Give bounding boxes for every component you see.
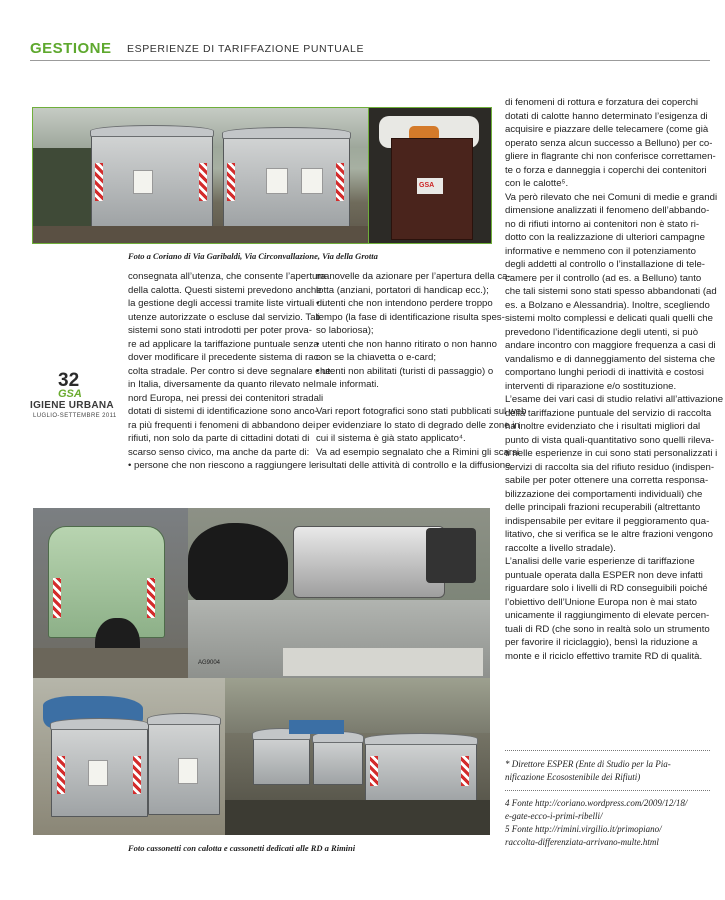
body-text-line: con se la chiavetta o e-card; bbox=[316, 352, 436, 363]
body-text-line: l’obiettivo dell’Unione Europa non è mai stato bbox=[505, 596, 697, 608]
author-footnote bbox=[505, 758, 717, 784]
body-text-line: bilizzazione dei comportamenti individuali) che bbox=[505, 488, 703, 500]
footnote-line: raccolta-differenziata-arrivano-multe.html bbox=[505, 837, 659, 847]
body-text-line: • utenti che non intendono perdere troppo bbox=[316, 298, 493, 309]
body-text-line: di fenomeni di rottura e forzatura dei coperchi bbox=[505, 97, 699, 108]
body-text-line: in Italia, diversamente da quanto rilevato nel bbox=[128, 379, 316, 390]
body-text-line: camere per il controllo (ad es. a Belluno) tanto bbox=[505, 272, 702, 284]
body-text-line: comportano lunghi periodi di inattività e costosi bbox=[505, 367, 704, 378]
photo-caption-bottom: Foto cassonetti con calotta e cassonetti dedicati alle RD a Rimini bbox=[128, 843, 356, 853]
magazine-name: IGIENE URBANA bbox=[30, 400, 114, 411]
body-text-line: riguardare solo i livelli di RD conseguibili poiché bbox=[505, 583, 708, 594]
body-text-line: colta stradale. Per contro si deve segnalare che bbox=[128, 365, 331, 377]
body-text-line: monte e il riciclo effettivo tramite RD di qualità. bbox=[505, 650, 703, 662]
body-text-line: dotto con la realizzazione di ulteriori campagne bbox=[505, 232, 705, 243]
footnote-line: 5 Fonte http://rimini.virgilio.it/primopiano/ bbox=[505, 824, 662, 834]
body-text-line: la gestione degli accessi tramite liste virtuali di bbox=[128, 298, 325, 309]
body-text-line: raccolte a livello stradale). bbox=[505, 542, 616, 554]
body-text-line: L’analisi delle varie esperienze di tariffazione bbox=[505, 556, 695, 567]
body-text-line: dimensione analizzati il fenomeno dell’abbando- bbox=[505, 205, 710, 216]
header-rule bbox=[30, 60, 710, 61]
body-text-line: per evidenziare lo stato di degrado delle zone in bbox=[316, 419, 520, 431]
body-text-line: interventi di riparazione e/o sostituzione. bbox=[505, 380, 677, 392]
body-text-line: te o forza e danneggia i coperchi dei contenitori bbox=[505, 164, 707, 176]
bin-sticker: AG9004 bbox=[198, 660, 221, 666]
body-text-line: ra più frequenti i fenomeni di abbandono dei bbox=[128, 419, 316, 431]
photo-green-bin bbox=[33, 508, 188, 678]
body-text-line: manovelle da azionare per l’apertura della ca- bbox=[316, 271, 511, 282]
body-text-line: sistemi molto complessi e delicati quali quelli che bbox=[505, 313, 713, 324]
body-text-line: per favorire il riciclaggio), bensì la riduzione a bbox=[505, 637, 698, 648]
body-text-line: male informati. bbox=[316, 379, 379, 390]
footnote-divider-top bbox=[505, 750, 710, 751]
footnote-line: e-gate-ecco-i-primi-ribelli/ bbox=[505, 811, 603, 821]
body-text-line: consegnata all’utenza, che consente l’apertura bbox=[128, 271, 326, 282]
body-text-line: lotta (anziani, portatori di handicap ecc.); bbox=[316, 284, 489, 296]
source-footnotes bbox=[505, 797, 717, 849]
body-text-line: tempo (la fase di identificazione risulta spes- bbox=[316, 311, 505, 323]
body-text-line: delle principali frazioni recuperabili (altrettanto bbox=[505, 502, 701, 513]
section-subtitle: ESPERIENZE DI TARIFFAZIONE PUNTUALE bbox=[127, 43, 365, 55]
body-text-line: no di rifiuti intorno ai contenitori non è stato ri- bbox=[505, 218, 700, 230]
body-text-line: litativo, che si verifica se le altre frazioni vengono bbox=[505, 529, 713, 540]
gsa-logo: GSA bbox=[58, 388, 82, 400]
body-text-line: vandalismo e di danneggiamento del sistema che bbox=[505, 353, 716, 365]
footnote-divider bbox=[505, 790, 710, 791]
body-text-line: punto di vista quali-quantitativo sono quelli rileva- bbox=[505, 434, 715, 446]
body-text-line: che tali sistemi sono stati spesso abbandonati (ad bbox=[505, 286, 717, 297]
body-text-line: Va però rilevato che nei Comuni di medie e grandi bbox=[505, 191, 718, 203]
body-text-line: ha inoltre evidenziato che i risultati migliori dal bbox=[505, 421, 701, 432]
footnote-line: * Direttore ESPER (Ente di Studio per la Pia- bbox=[505, 759, 671, 769]
body-text-line: • utenti che non hanno ritirato o non hanno bbox=[316, 338, 497, 350]
body-text-line: acquisire e piazzare delle telecamere (come già bbox=[505, 124, 709, 135]
body-text-line: dotati di sistemi di identificazione sono anco- bbox=[128, 406, 318, 417]
body-text-line: es. a Bolzano e Alessandria). Inoltre, scegliendo bbox=[505, 299, 710, 311]
body-text-line: • persone che non riescono a raggiungere le bbox=[128, 460, 317, 471]
body-text-line: cui il sistema è già stato applicato⁴. bbox=[316, 433, 466, 444]
issue-date: LUGLIO-SETTEMBRE 2011 bbox=[33, 413, 117, 419]
column-3 bbox=[505, 96, 724, 663]
body-text-line: dotati di calotte hanno determinato l’esigenza di bbox=[505, 110, 708, 122]
footnote-line: nificazione Ecosostenibile dei Rifiuti) bbox=[505, 772, 641, 782]
body-text-line: andare incontro con maggiore frequenza a casi di bbox=[505, 340, 716, 351]
body-text-line: utenze autorizzate o escluse dal servizio. Tali bbox=[128, 311, 320, 323]
body-text-line: della calotta. Questi sistemi prevedono anche bbox=[128, 284, 322, 296]
body-text-line: L’esame dei vari casi di studio relativi all’attivazione bbox=[505, 394, 724, 405]
body-text-line: indispensabile per evitare il peggioramento qua- bbox=[505, 515, 710, 527]
footnote-line: 4 Fonte http://coriano.wordpress.com/2009/12/18/ bbox=[505, 798, 688, 808]
section-title: GESTIONE bbox=[30, 40, 112, 57]
body-text-line: con le calotte⁵. bbox=[505, 178, 569, 189]
body-text-line: operato senza alcun successo a Belluno) per co- bbox=[505, 137, 713, 149]
body-text-line: puntuale operata dalla ESPER non deve infatti bbox=[505, 569, 703, 581]
body-text-line: so laboriosa); bbox=[316, 325, 374, 336]
body-text-line: ti nelle esperienze in cui sono stati personalizzati i bbox=[505, 448, 718, 459]
body-text-line: risultati delle attività di controllo e la diffusione bbox=[316, 460, 511, 471]
body-text-line: prevedono l’identificazione degli utenti, si può bbox=[505, 326, 699, 338]
body-text-line: tuali di RD (che sono in realtà solo un strumento bbox=[505, 623, 710, 635]
body-text-line: scarso senso civico, ma anche da parte di: bbox=[128, 446, 310, 458]
body-text-line: rifiuti, non solo da parte di cittadini dotati di bbox=[128, 433, 310, 444]
body-text-line bbox=[316, 392, 496, 406]
column-1 bbox=[128, 270, 331, 473]
body-text-line: nord Europa, nei pressi dei contenitori stradali bbox=[128, 392, 324, 404]
photo-overflowing-bin bbox=[368, 107, 492, 244]
bin-brand-label: GSA bbox=[419, 182, 435, 189]
page-number: 32 bbox=[58, 370, 80, 391]
body-text-line: Va ad esempio segnalato che a Rimini gli scarsi bbox=[316, 446, 519, 458]
body-text-line: della tariffazione puntuale del servizio di raccolta bbox=[505, 407, 712, 419]
photo-bins-row-right bbox=[225, 678, 490, 835]
column-2 bbox=[316, 270, 527, 473]
body-text-line: Vari report fotografici sono stati pubblicati sul web bbox=[316, 406, 527, 417]
body-text-line: informative e nemmeno con il potenziamento bbox=[505, 245, 696, 257]
body-text-line: degli addetti al controllo o l’installazione di tele- bbox=[505, 259, 705, 270]
body-text-line: gliere in flagrante chi non conferisce correttamen- bbox=[505, 151, 716, 162]
photo-bins-row-left bbox=[33, 678, 225, 835]
body-text-line: • utenti non abilitati (turisti di passaggio) o bbox=[316, 365, 494, 377]
photo-coriano-bins bbox=[32, 107, 369, 244]
photo-steel-bin-with-card-reader bbox=[188, 508, 490, 678]
body-text-line: servizi di raccolta sia del rifiuto residuo (indispen- bbox=[505, 461, 715, 473]
body-text-line: dover modificare il precedente sistema di rac- bbox=[128, 352, 322, 363]
body-text-line: unicamente il raggiungimento di elevate percen- bbox=[505, 610, 710, 621]
photo-caption-top: Foto a Coriano di Via Garibaldi, Via Circonvallazione, Via della Grotta bbox=[128, 251, 378, 261]
body-text-line: sistemi sono stati introdotti per poter prova- bbox=[128, 325, 312, 336]
body-text-line: re ad applicare la tariffazione puntuale senza bbox=[128, 338, 319, 350]
body-text-line: sabile per poter ottenere una corretta responsa- bbox=[505, 475, 709, 486]
